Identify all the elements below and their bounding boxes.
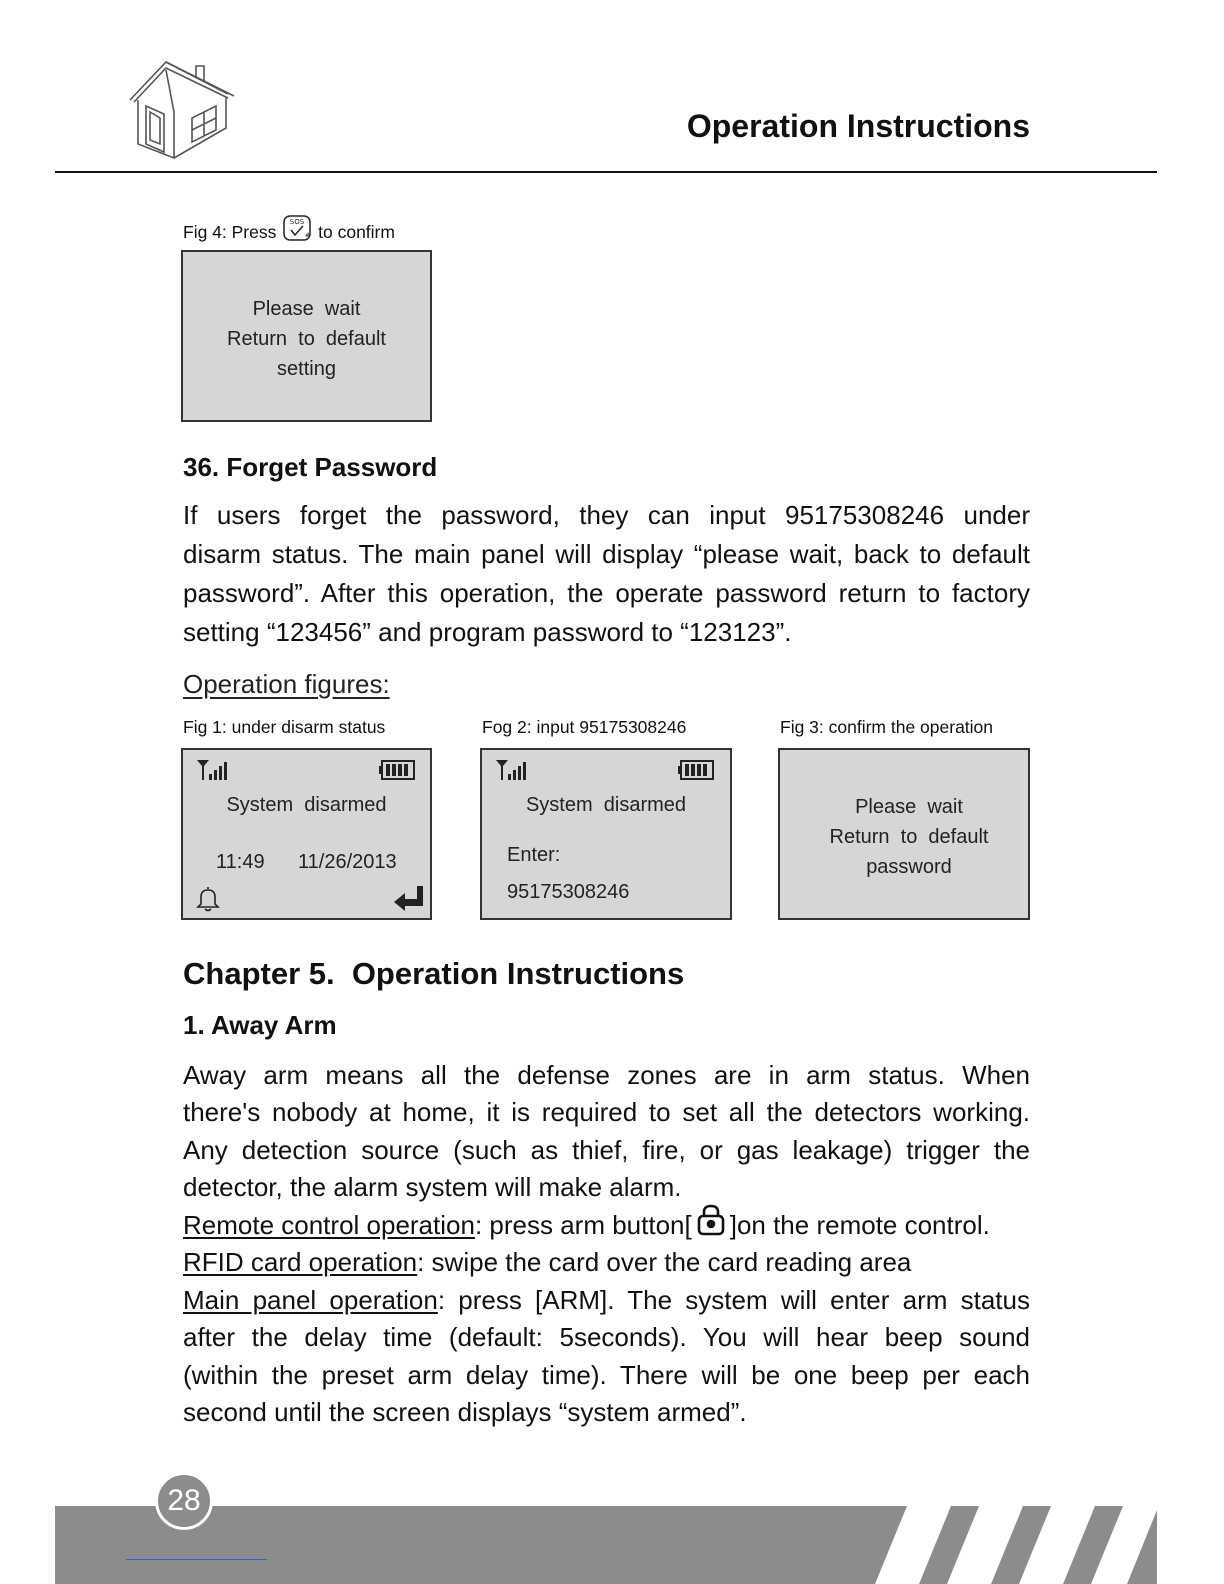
fig3-screen-line: Please wait bbox=[855, 796, 963, 818]
away-arm-heading: 1. Away Arm bbox=[183, 1010, 337, 1040]
svg-text:#: # bbox=[305, 232, 311, 239]
battery-icon bbox=[379, 760, 415, 786]
footer-link-underline bbox=[126, 1559, 267, 1560]
remote-control-line bbox=[183, 1210, 990, 1243]
main-panel-text: : press [ARM]. The system will enter arm status bbox=[437, 1285, 1030, 1315]
main-panel-line: (within the preset arm delay time). There will be one beep per each bbox=[183, 1360, 1030, 1390]
remote-control-text-end: ]on the remote control. bbox=[729, 1210, 990, 1240]
svg-text:SOS: SOS bbox=[290, 218, 305, 226]
footer-band bbox=[55, 1506, 1157, 1584]
main-panel-label: Main panel operation bbox=[183, 1285, 438, 1315]
away-arm-line: Any detection source (such as thief, fire, or gas leakage) trigger the bbox=[183, 1135, 1030, 1165]
fig4-screen bbox=[181, 250, 432, 422]
fig2-entered-value: 95175308246 bbox=[507, 881, 630, 903]
rfid-text: : swipe the card over the card reading area bbox=[417, 1247, 912, 1277]
fig4-caption bbox=[183, 220, 395, 247]
fig1-caption: Fig 1: under disarm status bbox=[183, 717, 386, 737]
fig3-caption: Fig 3: confirm the operation bbox=[780, 717, 994, 737]
fig1-time: 11:49 bbox=[216, 851, 265, 873]
main-panel-line: second until the screen displays “system armed”. bbox=[183, 1397, 747, 1427]
fig2-status: System disarmed bbox=[525, 794, 687, 816]
section-36-line: password”. After this operation, the operate password return to factory bbox=[183, 578, 1030, 608]
fig3-screen-line: password bbox=[866, 856, 952, 878]
fig4-screen-line: setting bbox=[277, 358, 336, 380]
fig1-screen bbox=[181, 748, 432, 920]
main-panel-line: after the delay time (default: 5seconds). You will hear beep sound bbox=[183, 1322, 1030, 1352]
section-36-line: disarm status. The main panel will display “please wait, back to default bbox=[183, 539, 1030, 569]
away-arm-line: there's nobody at home, it is required to set all the detectors working. bbox=[183, 1097, 1030, 1127]
header-title: Operation Instructions bbox=[686, 108, 1030, 144]
section-36-heading: 36. Forget Password bbox=[183, 452, 438, 482]
sos-confirm-key-icon bbox=[282, 214, 312, 247]
enter-arrow-icon bbox=[393, 884, 425, 918]
signal-icon bbox=[195, 758, 235, 788]
section-36-line: If users forget the password, they can input 95175308246 under bbox=[183, 500, 1030, 530]
fig3-screen-line: Return to default bbox=[829, 826, 989, 848]
away-arm-line: detector, the alarm system will make alarm. bbox=[183, 1172, 682, 1202]
fig4-caption-suffix: to confirm bbox=[318, 222, 395, 243]
remote-control-text: : press arm button[ bbox=[474, 1210, 692, 1240]
fig1-status: System disarmed bbox=[226, 794, 387, 816]
page-number: 28 bbox=[155, 1472, 213, 1530]
main-panel-line bbox=[183, 1285, 1030, 1316]
house-icon bbox=[128, 58, 238, 169]
operation-figures-label: Operation figures: bbox=[183, 669, 390, 699]
fig4-screen-line: Return to default bbox=[227, 328, 386, 350]
rfid-line bbox=[183, 1247, 911, 1278]
fig2-caption: Fog 2: input 95175308246 bbox=[482, 717, 687, 737]
section-36-line: setting “123456” and program password to “123123”. bbox=[183, 617, 792, 647]
battery-icon bbox=[678, 760, 714, 786]
rfid-label: RFID card operation bbox=[183, 1247, 418, 1277]
arm-lock-icon bbox=[696, 1204, 726, 1243]
bell-icon bbox=[195, 884, 221, 918]
header-divider bbox=[55, 171, 1157, 173]
fig3-screen bbox=[778, 748, 1030, 920]
fig4-screen-line: Please wait bbox=[252, 298, 361, 320]
fig2-enter-label: Enter: bbox=[507, 844, 561, 866]
fig2-screen bbox=[480, 748, 732, 920]
away-arm-line: Away arm means all the defense zones are in arm status. When bbox=[183, 1060, 1030, 1090]
remote-control-label: Remote control operation bbox=[183, 1210, 475, 1240]
chapter-5-title: Chapter 5. Operation Instructions bbox=[183, 956, 685, 991]
signal-icon bbox=[494, 758, 534, 788]
fig1-date: 11/26/2013 bbox=[298, 851, 397, 873]
fig4-caption-prefix: Fig 4: Press bbox=[183, 222, 277, 243]
